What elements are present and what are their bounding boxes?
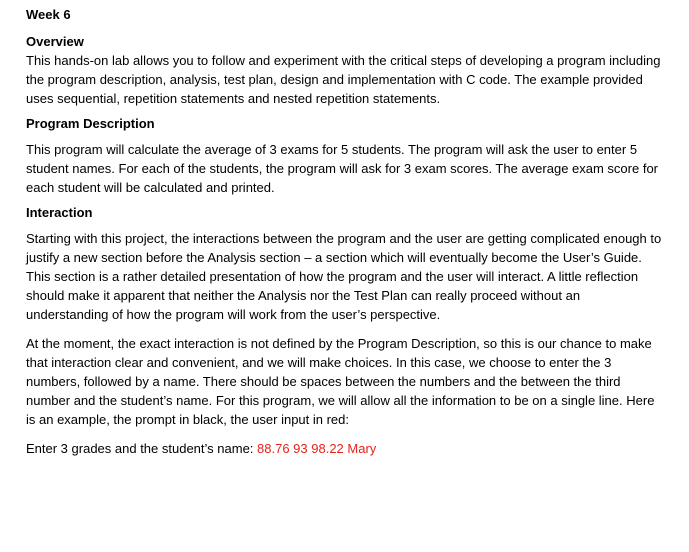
example-line (26, 439, 662, 458)
interaction-paragraph-1: Starting with this project, the interactions between the program and the user are getting complicated enough to justify a new section before the Analysis section – a section which will eventually become the User’s Guide. This section is a rather detailed presentation of how the program and the user will interact. A little reflection should make it apparent that neither the Analysis nor the Test Plan can really proceed without an understanding of how the program will work from the user’s perspective. (26, 231, 662, 322)
interaction-paragraph-2: At the moment, the exact interaction is not defined by the Program Description, so this is our chance to make that interaction clear and convenient, and we will make choices. In this case, we choose to enter the 3 numbers, followed by a name. There should be spaces between the numbers and the between the third number and the student’s name. For this program, we will allow all the information to be on a single line. Here is an example, the prompt in black, the user input in red: (26, 336, 655, 427)
document-title: Week 6 (26, 7, 71, 22)
example-user-input: 88.76 93 98.22 Mary (257, 441, 377, 456)
example-prompt: Enter 3 grades and the student’s name: (26, 441, 258, 456)
interaction-heading: Interaction (26, 205, 93, 220)
program-description-heading: Program Description (26, 116, 155, 131)
overview-text: This hands-on lab allows you to follow and experiment with the critical steps of developing a program including the program description, analysis, test plan, design and implementation with C code. The example provided uses sequential, repetition statements and nested repetition statements. (26, 53, 661, 106)
document-page (26, 6, 662, 458)
program-description-text: This program will calculate the average of 3 exams for 5 students. The program will ask the user to enter 5 student names. For each of the students, the program will ask for 3 exam scores. The average exam score for each student will be calculated and printed. (26, 142, 659, 195)
overview-heading: Overview (26, 34, 84, 49)
